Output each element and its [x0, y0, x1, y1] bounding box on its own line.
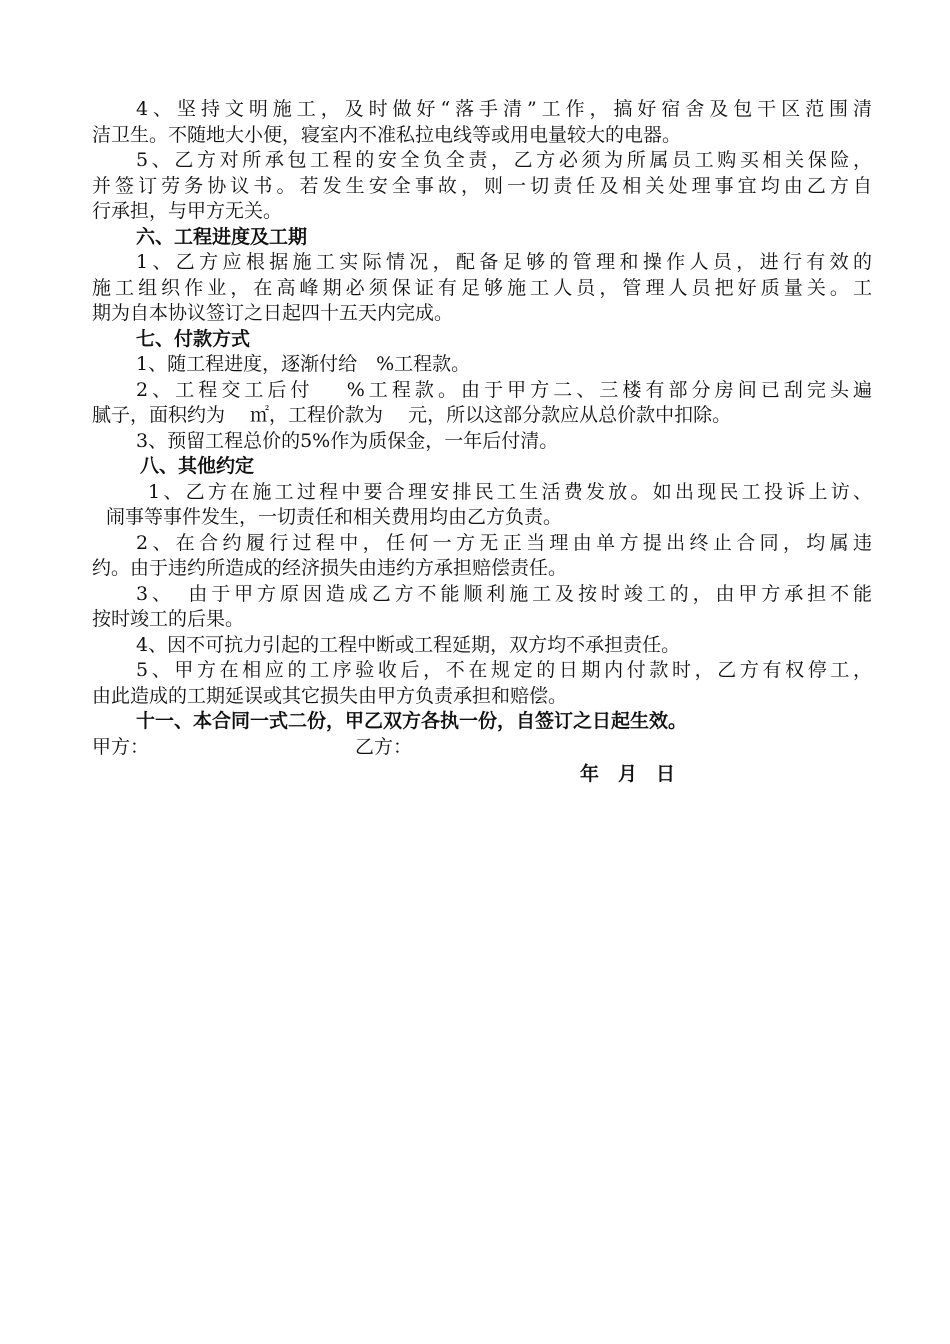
clause-7-2-line-2: 腻子，面积约为 ㎡，工程价款为 元，所以这部分款应从总价款中扣除。: [92, 404, 732, 426]
clause-5-4-line-1: 4、坚持文明施工，及时做好“落手清”工作，搞好宿舍及包干区范围清: [136, 98, 872, 120]
section-7-heading: 七、付款方式: [136, 327, 251, 350]
clause-7-1-line-1: 1、随工程进度，逐渐付给 %工程款。: [136, 353, 471, 375]
clause-7-3-line-1: 3、预留工程总价的5%作为质保金，一年后付清。: [136, 429, 559, 452]
clause-8-3-line-2: 按时竣工的后果。: [92, 608, 245, 630]
clause-6-1-line-1: 1、乙方应根据施工实际情况，配备足够的管理和操作人员，进行有效的: [136, 251, 872, 273]
clause-8-5-line-2: 由此造成的工期延误或其它损失由甲方负责承担和赔偿。: [92, 684, 568, 707]
contract-page: [92, 97, 872, 785]
party-b-label: 乙方：: [355, 735, 413, 758]
clause-8-2-line-1: 2、在合约履行过程中，任何一方无正当理由单方提出终止合同，均属违: [136, 531, 872, 554]
clause-8-1-line-2: 闹事等事件发生，一切责任和相关费用均由乙方负责。: [106, 506, 563, 528]
party-a-label: 甲方：: [92, 735, 150, 758]
section-8-heading: 八、其他约定: [140, 455, 255, 477]
clause-5-5-line-2: 并签订劳务协议书。若发生安全事故，则一切责任及相关处理事宜均由乙方自: [92, 174, 872, 197]
clause-5-5-line-3: 行承担，与甲方无关。: [92, 200, 283, 222]
section-6-heading: 六、工程进度及工期: [136, 225, 308, 248]
clause-8-5-line-1: 5、甲方在相应的工序验收后，不在规定的日期内付款时，乙方有权停工，: [136, 659, 872, 681]
clause-6-1-line-2: 施工组织作业，在高峰期必须保证有足够施工人员，管理人员把好质量关。工: [92, 276, 872, 299]
clause-8-3-line-1: 3、 由于甲方原因造成乙方不能顺利施工及按时竣工的，由甲方承担不能: [136, 582, 872, 605]
clause-7-2-line-1: 2、工程交工后付 %工程款。由于甲方二、三楼有部分房间已刮完头遍: [136, 378, 872, 401]
clause-8-2-line-2: 约。由于违约所造成的经济损失由违约方承担赔偿责任。: [92, 557, 568, 579]
clause-5-4-line-2: 洁卫生。不随地大小便，寝室内不准私拉电线等或用电量较大的电器。: [92, 123, 682, 146]
clause-8-1-line-1: 1、乙方在施工过程中要合理安排民工生活费发放。如出现民工投诉上访、: [148, 480, 872, 503]
clause-5-5-line-1: 5、乙方对所承包工程的安全负全责，乙方必须为所属员工购买相关保险，: [136, 149, 872, 171]
signature-row: [92, 735, 872, 761]
signing-date: 年 月 日: [580, 763, 676, 785]
clause-8-4-line-1: 4、因不可抗力引起的工程中断或工程延期，双方均不承担责任。: [136, 633, 681, 656]
clause-6-1-line-3: 期为自本协议签订之日起四十五天内完成。: [92, 302, 454, 324]
section-11-heading: 十一、本合同一式二份，甲乙双方各执一份，自签订之日起生效。: [136, 710, 688, 732]
